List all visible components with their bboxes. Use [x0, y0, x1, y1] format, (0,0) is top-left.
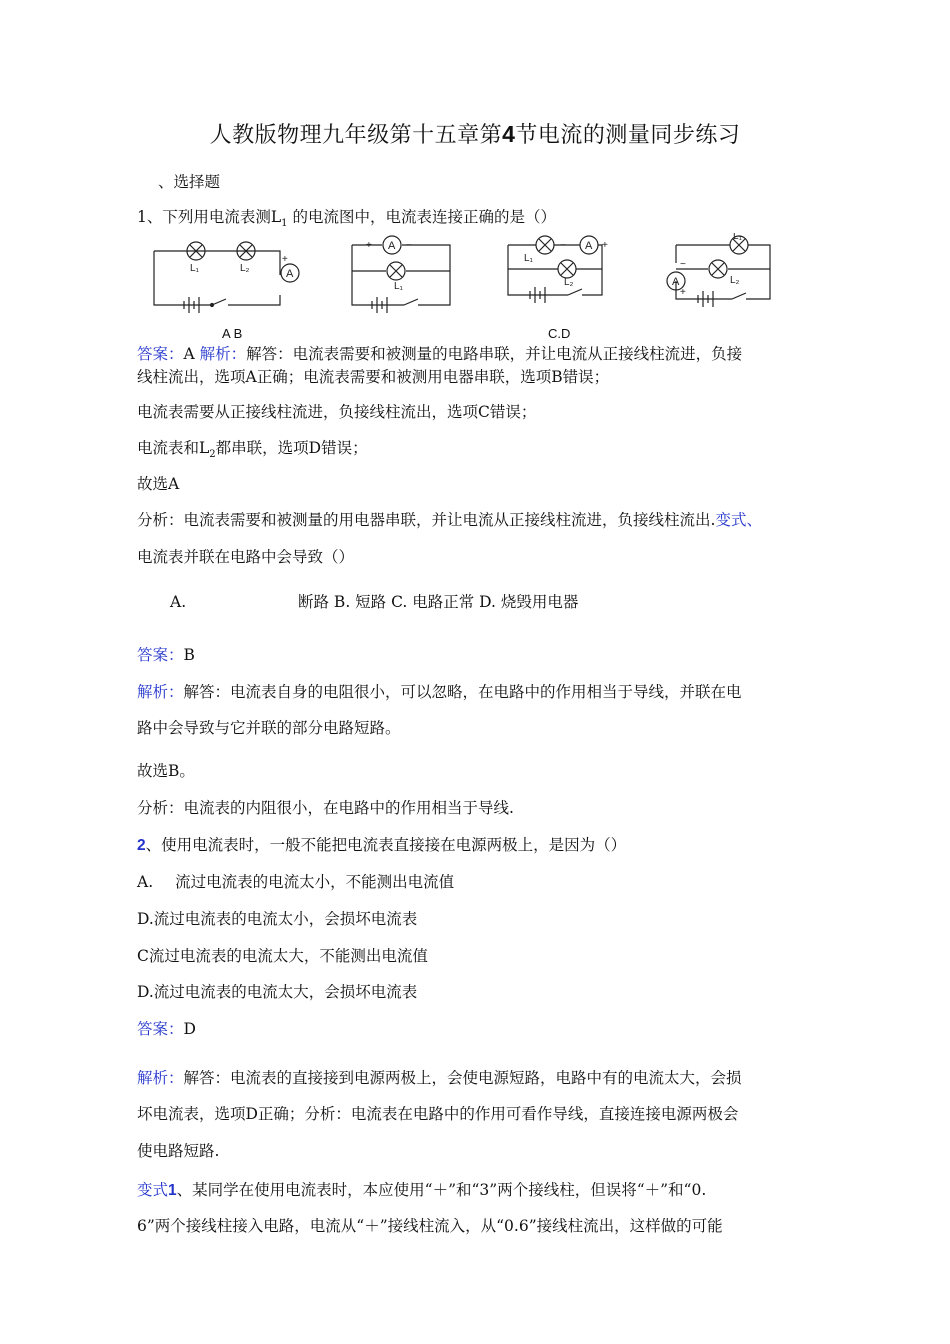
variant-2-line2: 6”两个接线柱接入电路，电流从“＋”接线柱流入，从“0.6”接线柱流出，这样做的可能: [137, 1217, 723, 1235]
question-2: 2、使用电流表时，一般不能把电流表直接接在电源两极上，是因为（）: [137, 836, 627, 854]
label-l2-a: L₂: [240, 263, 250, 274]
circuit-diagrams: [150, 233, 790, 343]
label-l1-a: L₁: [190, 263, 199, 274]
meter-label-a: A: [286, 268, 294, 280]
question-2-option-3: C流过电流表的电流太大，不能测出电流值: [137, 947, 428, 965]
analysis-1: 分析：电流表需要和被测量的用电器串联，并让电流从正接线柱流进，负接线柱流出.变式、: [137, 511, 762, 529]
title-num: 4: [502, 121, 516, 147]
explanation-2-line2: 坏电流表，选项D正确；分析：电流表在电路中的作用可看作导线，直接连接电源两极会: [137, 1105, 739, 1123]
explanation-v1-line2: 路中会导致与它并联的部分电路短路。: [137, 719, 401, 737]
section-heading: 、选择题: [158, 173, 221, 191]
explanation-v1-line3: 故选B。: [137, 762, 195, 780]
variant-2: 变式1、某同学在使用电流表时，本应使用“＋”和“3”两个接线柱，但误将“＋”和“0.: [137, 1181, 707, 1199]
label-l1-c: L₁: [524, 253, 533, 264]
title-post: 节电流的测量同步练习: [515, 123, 741, 148]
explanation-v1: 解析：解答：电流表自身的电阻很小，可以忽略，在电路中的作用相当于导线，并联在电: [137, 683, 742, 701]
plus-label-b: +: [366, 240, 372, 251]
answer-1-line4: 电流表和$L_2$都串联，选项D错误；: [137, 439, 368, 461]
label-l1-d: L₁: [733, 233, 742, 242]
variant-1-option-a: A.: [170, 593, 187, 611]
plus-label-d: +: [680, 287, 686, 298]
minus-label-c: −: [560, 240, 566, 251]
answer-1-choice: 故选A: [137, 475, 180, 493]
label-l1-b: L₁: [394, 281, 403, 292]
circuit-figures: [150, 233, 790, 343]
plus-label-a: +: [282, 254, 288, 265]
label-l2-d: L₂: [730, 275, 740, 286]
variant-1-options: 断路 B. 短路 C. 电路正常 D. 烧毁用电器: [298, 593, 579, 611]
label-l2-c: L₂: [564, 277, 574, 288]
answer-v1: 答案：B: [137, 646, 195, 664]
question-1: 1、下列用电流表测$L_1$ 的电流图中，电流表连接正确的是（）: [137, 208, 556, 230]
question-2-option-1: A. 流过电流表的电流太小，不能测出电流值: [137, 873, 455, 891]
answer-1-line2: 线柱流出，选项A正确；电流表需要和被测用电器串联，选项B错误；: [137, 368, 610, 386]
meter-label-b: A: [388, 240, 396, 252]
figure-label-cd: C.D: [548, 326, 571, 341]
circuit-a: [154, 242, 299, 313]
explanation-2-line3: 使电路短路.: [137, 1142, 220, 1160]
meter-label-d: A: [672, 276, 680, 288]
variant-1-question: 电流表并联在电路中会导致（）: [137, 548, 355, 566]
meter-label-c: A: [585, 240, 593, 252]
figure-label-ab: A B: [222, 326, 243, 340]
explanation-2: 解析：解答：电流表的直接接到电源两极上，会使电源短路，电路中有的电流太大，会损: [137, 1069, 742, 1087]
page-title: [0, 118, 950, 149]
title-pre: 人教版物理九年级第十五章第: [209, 123, 503, 148]
analysis-v1: 分析：电流表的内阻很小，在电路中的作用相当于导线.: [137, 799, 514, 817]
minus-label-d: −: [680, 259, 686, 270]
question-2-option-2: D.流过电流表的电流太小，会损坏电流表: [137, 910, 418, 928]
minus-label-b: −: [406, 240, 412, 251]
question-2-option-4: D.流过电流表的电流太大，会损坏电流表: [137, 983, 418, 1001]
answer-1-line3: 电流表需要从正接线柱流进，负接线柱流出，选项C错误；: [137, 403, 537, 421]
answer-2: 答案：D: [137, 1020, 196, 1038]
answer-1: 答案：A 解析：解答：电流表需要和被测量的电路串联，并让电流从正接线柱流进，负接: [137, 345, 743, 363]
plus-label-c: +: [602, 240, 608, 251]
